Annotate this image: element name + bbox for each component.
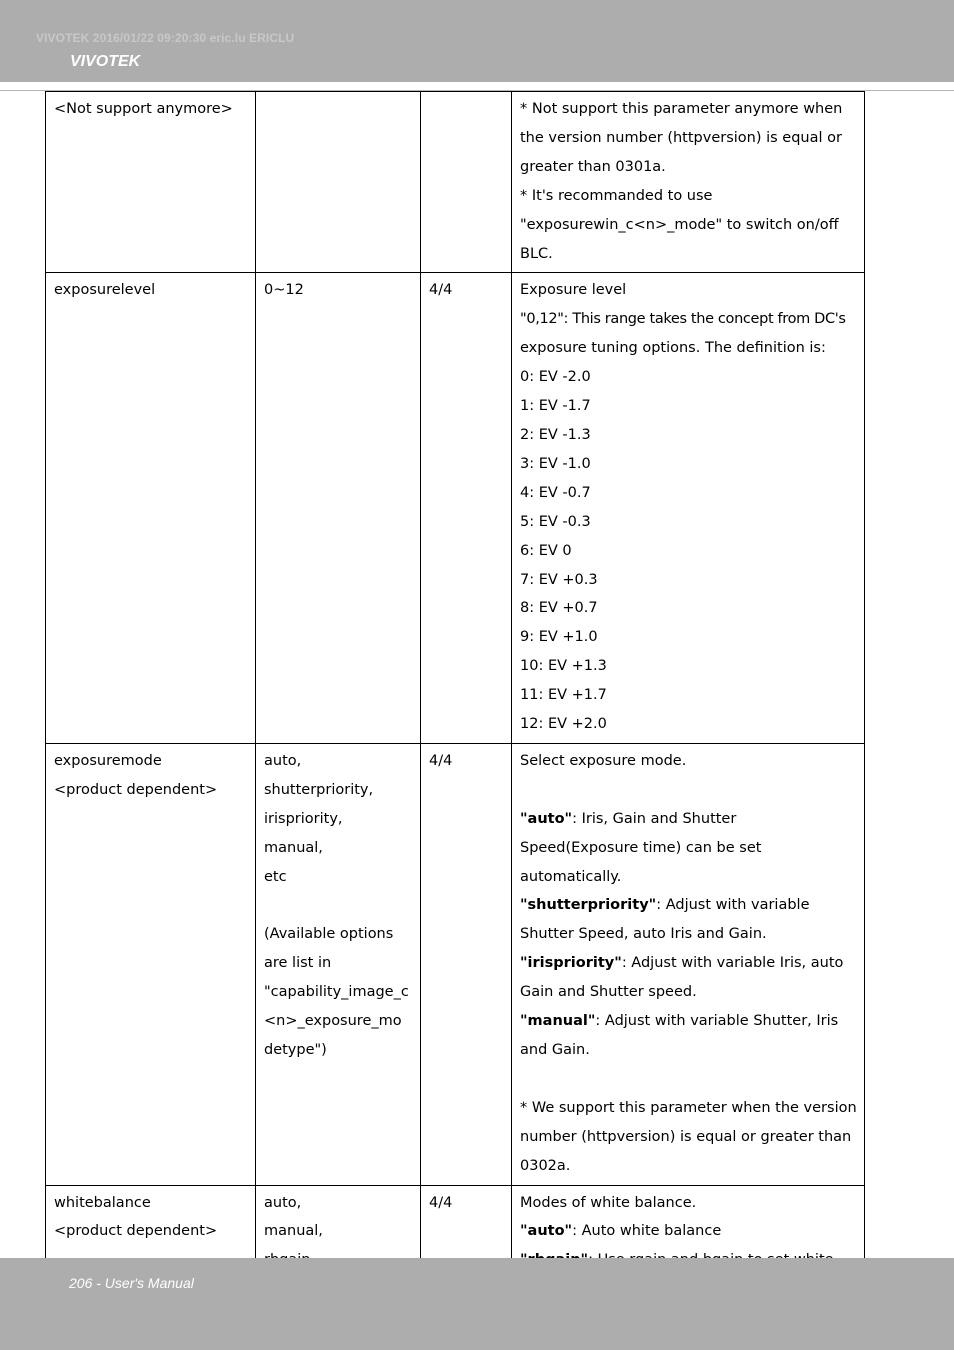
param-value-line: detype") <box>264 1041 327 1058</box>
description-text: 4: EV -0.7 <box>520 484 591 501</box>
parameter-table-body <box>46 92 865 1280</box>
description-text: * We support this parameter when the version <box>520 1099 857 1116</box>
description-line <box>520 182 856 211</box>
description-text: Speed(Exposure time) can be set <box>520 839 762 856</box>
description-line <box>520 421 856 450</box>
description-line <box>520 1036 856 1065</box>
page-footer <box>0 1258 954 1350</box>
param-value-line: etc <box>264 868 287 885</box>
param-value-line: are list in <box>264 955 332 972</box>
security-level: 4/4 <box>429 282 453 299</box>
description-line <box>520 508 856 537</box>
description-line <box>520 652 856 681</box>
description-text: : Iris, Gain and Shutter <box>572 810 737 827</box>
description-line <box>520 776 856 805</box>
description-text: "exposurewin_c<n>_mode" to switch on/off <box>520 216 839 233</box>
option-keyword: "manual" <box>520 1013 596 1030</box>
description-text: 1: EV -1.7 <box>520 398 591 415</box>
description-text: : Adjust with variable Iris, auto <box>621 955 844 972</box>
description-line <box>520 240 856 269</box>
description-text: 5: EV -0.3 <box>520 513 591 530</box>
description-line <box>520 95 856 124</box>
brand-logo-text: VIVOTEK <box>70 53 141 70</box>
param-name-line: <Not support anymore> <box>54 101 233 117</box>
description-text: 12: EV +2.0 <box>520 716 607 733</box>
param-value-line: manual, <box>264 839 323 856</box>
description-line <box>520 1152 856 1181</box>
description-text: 3: EV -1.0 <box>520 455 591 472</box>
description-text: : Adjust with variable <box>656 897 810 914</box>
description-text: : Auto white balance <box>572 1223 722 1240</box>
param-value-cell <box>256 743 421 1185</box>
description-line <box>520 594 856 623</box>
description-text: the version number (httpversion) is equal or <box>520 129 842 146</box>
description-line <box>520 747 856 776</box>
description-line <box>520 805 856 834</box>
description-text: * It's recommanded to use <box>520 187 713 204</box>
parameter-table <box>45 91 865 1280</box>
description-text: Gain and Shutter speed. <box>520 984 697 1001</box>
description-text: 11: EV +1.7 <box>520 687 607 704</box>
param-description-cell <box>512 92 865 273</box>
description-line <box>520 978 856 1007</box>
param-value-line <box>264 891 412 920</box>
param-value-line: 0~12 <box>264 282 304 299</box>
param-value-cell <box>256 92 421 273</box>
description-text: greater than 0301a. <box>520 158 666 175</box>
description-text: "0,12": This range takes the concept from DC's <box>520 311 846 328</box>
description-text: 10: EV +1.3 <box>520 658 607 675</box>
table-row <box>46 92 865 273</box>
description-text: automatically. <box>520 868 622 885</box>
description-line <box>520 211 856 240</box>
description-line <box>520 566 856 595</box>
security-level: 4/4 <box>429 752 453 769</box>
param-name-cell <box>46 273 256 744</box>
page-header <box>0 0 954 82</box>
description-line <box>520 623 856 652</box>
param-name-cell <box>46 743 256 1185</box>
print-stamp: VIVOTEK 2016/01/22 09:20:30 eric.lu ERICLU <box>36 31 295 45</box>
param-value-cell <box>256 273 421 744</box>
param-value-line: manual, <box>264 1223 323 1240</box>
description-text: 0: EV -2.0 <box>520 369 591 386</box>
description-text: 6: EV 0 <box>520 542 572 559</box>
description-line <box>520 276 856 305</box>
description-text: 2: EV -1.3 <box>520 426 591 443</box>
description-line <box>520 1065 856 1094</box>
description-text: Exposure level <box>520 282 627 299</box>
description-line <box>520 450 856 479</box>
param-security-cell <box>421 273 512 744</box>
param-description-cell <box>512 743 865 1185</box>
page-number: 206 - User's Manual <box>69 1275 194 1291</box>
param-name-line: exposurelevel <box>54 282 156 299</box>
description-text: exposure tuning options. The definition is: <box>520 340 826 357</box>
description-line <box>520 1217 856 1246</box>
description-line <box>520 1189 856 1218</box>
param-value-line: auto, <box>264 1194 302 1211</box>
table-row <box>46 743 865 1185</box>
description-line <box>520 363 856 392</box>
description-text: 9: EV +1.0 <box>520 629 598 646</box>
description-line <box>520 891 856 920</box>
description-line <box>520 710 856 739</box>
description-line <box>520 124 856 153</box>
param-security-cell <box>421 743 512 1185</box>
table-row <box>46 273 865 744</box>
description-text: Shutter Speed, auto Iris and Gain. <box>520 926 767 943</box>
description-line <box>520 834 856 863</box>
description-line <box>520 479 856 508</box>
description-text: Modes of white balance. <box>520 1194 697 1211</box>
param-name-line: whitebalance <box>54 1194 151 1211</box>
option-keyword: "auto" <box>520 810 573 827</box>
option-keyword: "shutterpriority" <box>520 897 657 914</box>
param-name-line: exposuremode <box>54 752 162 769</box>
description-line <box>520 392 856 421</box>
description-text: * Not support this parameter anymore when <box>520 101 843 117</box>
description-text: : Adjust with variable Shutter, Iris <box>595 1013 839 1030</box>
description-text: 8: EV +0.7 <box>520 600 598 617</box>
description-line <box>520 537 856 566</box>
param-value-line: "capability_image_c <box>264 984 409 1001</box>
description-line <box>520 920 856 949</box>
description-text: and Gain. <box>520 1041 590 1058</box>
description-line <box>520 863 856 892</box>
description-text: BLC. <box>520 245 553 262</box>
param-value-line: <n>_exposure_mo <box>264 1013 402 1030</box>
description-line <box>520 334 856 363</box>
description-text: Select exposure mode. <box>520 752 687 769</box>
param-name-line: <product dependent> <box>54 1223 218 1240</box>
param-name-cell <box>46 92 256 273</box>
param-name-line: <product dependent> <box>54 781 218 798</box>
description-text: number (httpversion) is equal or greater than <box>520 1128 852 1145</box>
description-line <box>520 1007 856 1036</box>
param-security-cell <box>421 92 512 273</box>
param-description-cell <box>512 273 865 744</box>
description-line <box>520 305 856 334</box>
param-value-line: irispriority, <box>264 810 343 827</box>
description-line <box>520 1123 856 1152</box>
option-keyword: "auto" <box>520 1223 573 1240</box>
option-keyword: "irispriority" <box>520 955 622 972</box>
description-line <box>520 1094 856 1123</box>
param-value-line: (Available options <box>264 926 394 943</box>
security-level: 4/4 <box>429 1194 453 1211</box>
description-text: 7: EV +0.3 <box>520 571 598 588</box>
param-value-line: shutterpriority, <box>264 781 374 798</box>
description-line <box>520 153 856 182</box>
description-line <box>520 949 856 978</box>
description-line <box>520 681 856 710</box>
description-text: 0302a. <box>520 1157 571 1174</box>
param-value-line: auto, <box>264 752 302 769</box>
